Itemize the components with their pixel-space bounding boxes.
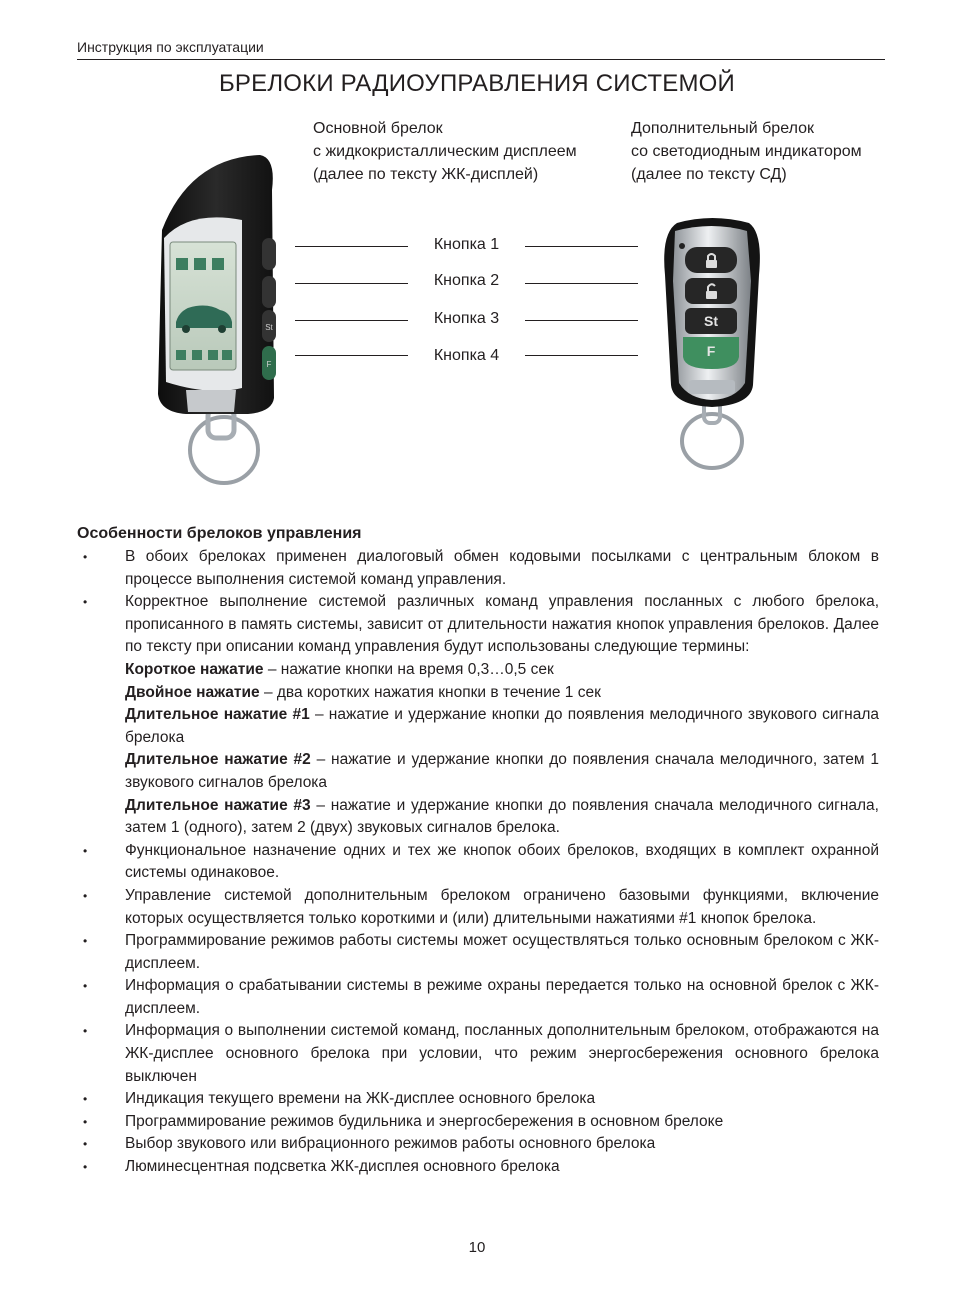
leader-line [295,283,408,284]
list-item [77,840,879,885]
car-wheel-icon [182,325,190,333]
car-wheel-icon [218,325,226,333]
unlock-icon [706,291,717,299]
fob-button-label: St [265,323,273,332]
key-ring [190,417,258,483]
extra-fob-illustration [655,215,770,475]
button-label-4: Кнопка 4 [433,347,500,364]
page-number: 10 [468,1239,486,1256]
led-indicator [679,243,685,249]
list-item [77,1156,879,1179]
fob-grille [689,380,735,394]
list-item [77,1133,879,1156]
leader-line [525,246,638,247]
list-item-text: Программирование режимов работы системы может осуществляться только основным брелоком с ЖК-дисплеем. [125,932,879,972]
list-item-text: В обоих брелоках применен диалоговый обмен кодовыми посылками с центральным блоком в процессе выполнения системой команд управления. [125,548,879,588]
leader-line [295,246,408,247]
list-item-text: Функциональное назначение одних и тех же кнопок обоих брелоков, входящих в комплект охранной системы одинаковое. [125,841,879,882]
term-definition [125,795,879,840]
list-item [77,591,879,840]
leader-line [295,355,408,356]
term-text: – нажатие и удержание кнопки до появления мелодичного звукового сигнала брелока [125,706,879,746]
lcd-status-icon [176,258,188,270]
list-item-text: Программирование режимов будильника и энергосбережения в основном брелоке [125,1112,724,1130]
fob-button-1[interactable] [262,238,276,270]
term-name: Двойное нажатие [125,683,260,701]
term-definition [125,704,879,749]
lcd-status-icon [194,258,206,270]
lcd-status-icon [176,350,186,360]
term-definition [125,682,879,705]
leader-line [525,320,638,321]
list-item-text: Люминесцентная подсветка ЖК-дисплея основного брелока [125,1158,560,1176]
fob-button-label: F [706,343,716,359]
term-name: Длительное нажатие #1 [125,706,310,724]
leader-line [295,320,408,321]
list-item [77,930,879,975]
button-label-1: Кнопка 1 [433,236,500,253]
header-rule [77,59,885,60]
lock-icon [706,260,717,268]
leader-line [525,283,638,284]
term-text: – два коротких нажатия кнопки в течение 1 сек [259,683,601,701]
page-title: БРЕЛОКИ РАДИОУПРАВЛЕНИЯ СИСТЕМОЙ [218,70,735,97]
term-text: – нажатие и удержание кнопки до появления сначала мелодичного сигнала, затем 1 (одного), затем 2 (двух) звуковых сигналов брелока. [125,796,879,837]
main-fob-image [150,150,285,490]
extra-fob-description-line: (далее по тексту СД) [631,166,787,183]
term-definition [125,749,879,794]
extra-fob-description [631,117,862,186]
main-fob-description [313,117,577,186]
lcd-status-icon [192,350,202,360]
main-fob-description-line: (далее по тексту ЖК-дисплей) [313,166,539,183]
term-name: Короткое нажатие [125,660,264,678]
term-name: Длительное нажатие #2 [125,751,311,769]
list-item-text: Информация о выполнении системой команд, посланных дополнительным брелоком, отображаются на ЖК-дисплее основного брелока при условии, что режим энергосбережения основного брелока выключен [125,1022,879,1085]
term-definition [125,659,879,682]
fob-button-label: F [266,360,272,369]
extra-fob-image [655,215,770,475]
list-item [77,546,879,591]
lcd-status-icon [208,350,218,360]
running-title: Инструкция по эксплуатации [77,39,264,55]
main-fob-illustration [150,150,285,490]
list-item-text: Информация о срабатывании системы в режиме охраны передается только на основной брелок с ЖК-дисплеем. [125,977,879,1017]
list-item [77,885,879,930]
list-item-text: Выбор звукового или вибрационного режимов работы основного брелока [125,1135,656,1153]
fob-clip [186,390,236,412]
main-fob-description-line: Основной брелок [313,120,443,137]
button-label-3: Кнопка 3 [433,310,500,327]
lcd-status-icon [212,258,224,270]
main-fob-description-line: с жидкокристаллическим дисплеем [313,143,577,160]
leader-line [525,355,638,356]
extra-fob-description-line: Дополнительный брелок [631,120,814,137]
list-item-text: Индикация текущего времени на ЖК-дисплее основного брелока [125,1090,596,1108]
list-item-text: Управление системой дополнительным брелоком ограничено базовыми функциями, включение которых осуществляется только короткими и (или) длительными нажатиями #1 кнопок брелока. [125,886,879,927]
fob-button-label: St [704,313,718,329]
lcd-status-icon [222,350,232,360]
button-label-2: Кнопка 2 [433,272,500,289]
list-item [77,975,879,1020]
section-heading: Особенности брелоков управления [77,525,362,542]
term-text: – нажатие кнопки на время 0,3…0,5 сек [263,660,554,678]
term-text: – нажатие и удержание кнопки до появления сначала мелодичного, затем 1 звукового сигналов брелока [125,751,879,791]
list-item [77,1020,879,1088]
fob-button-2[interactable] [262,276,276,308]
extra-fob-description-line: со светодиодным индикатором [631,143,862,160]
list-item-text: Корректное выполнение системой различных команд управления посланных с любого брелока, прописанного в память системы, зависит от длительности нажатия кнопок управления брелоков. Далее по тексту при описании команд управления будут использованы следующие термины: [125,593,879,656]
features-list [77,546,879,1179]
term-name: Длительное нажатие #3 [125,796,311,814]
list-item [77,1088,879,1111]
list-item [77,1111,879,1134]
